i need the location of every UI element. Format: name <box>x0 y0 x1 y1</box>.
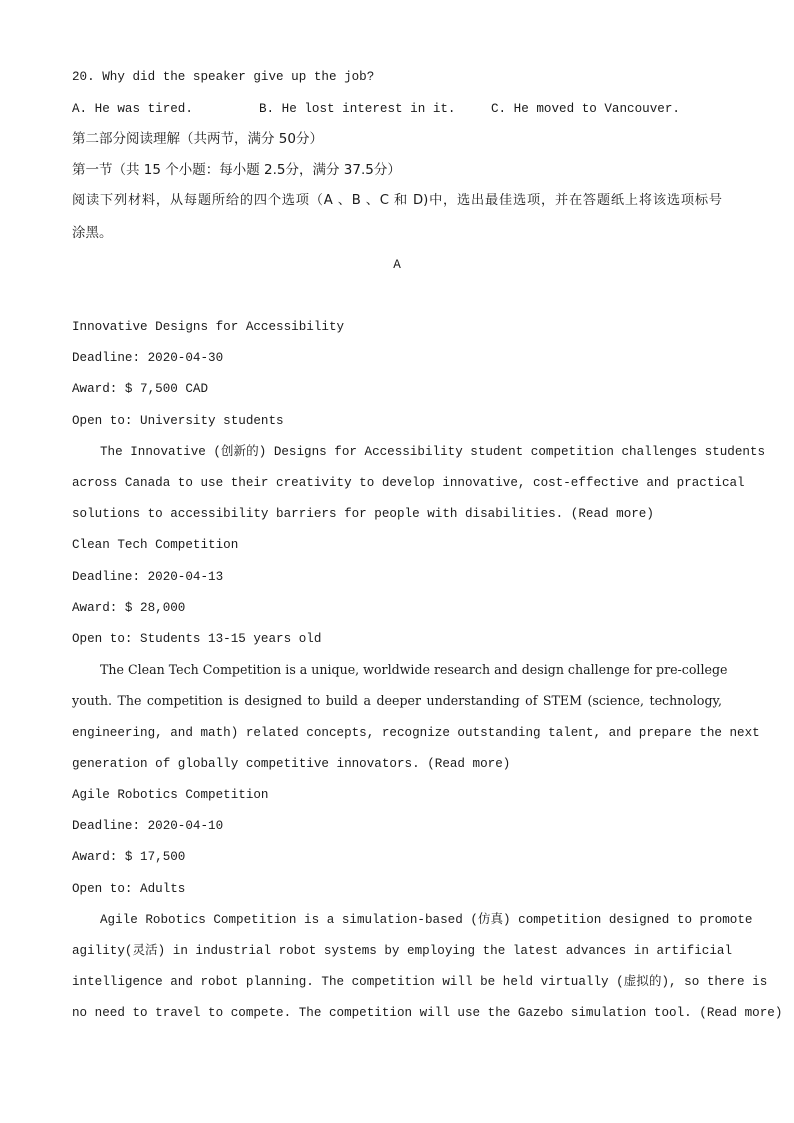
subsection-title: 第一节（共 15 个小题：每小题 2.5分，满分 37.5分） <box>72 162 401 178</box>
competition-description-line: The Innovative (创新的) Designs for Accessibility student competition challenges students <box>100 445 766 459</box>
option-b: B. He lost interest in it. <box>259 102 456 116</box>
passage-label: A <box>393 258 401 272</box>
option-c: C. He moved to Vancouver. <box>491 102 680 116</box>
instruction-line-2: 涂黑。 <box>72 225 113 241</box>
instruction-line-1: 阅读下列材料，从每题所给的四个选项（A 、B 、C 和 D)中，选出最佳选项，并在答题纸上将该选项标号 <box>72 193 722 208</box>
competition-award: Award: $ 28,000 <box>72 601 186 615</box>
competition-description-line: no need to travel to compete. The competition will use the Gazebo simulation tool. (Read more) <box>72 1006 783 1020</box>
option-a: A. He was tired. <box>72 102 193 116</box>
competition-description-line: solutions to accessibility barriers for people with disabilities. (Read more) <box>72 507 654 521</box>
question-text: 20. Why did the speaker give up the job? <box>72 70 375 84</box>
competition-title: Innovative Designs for Accessibility <box>72 320 345 334</box>
competition-title: Clean Tech Competition <box>72 538 239 552</box>
competition-description-line: The Clean Tech Competition is a unique, worldwide research and design challenge for pre-college <box>100 662 728 677</box>
competition-award: Award: $ 7,500 CAD <box>72 382 209 396</box>
competition-title: Agile Robotics Competition <box>72 788 269 802</box>
competition-description-line: engineering, and math) related concepts, recognize outstanding talent, and prepare the next <box>72 726 760 740</box>
competition-description-line: across Canada to use their creativity to develop innovative, cost-effective and practical <box>72 476 745 490</box>
competition-deadline: Deadline: 2020-04-10 <box>72 819 224 833</box>
competition-description-line: generation of globally competitive innovators. (Read more) <box>72 757 511 771</box>
competition-description-line: intelligence and robot planning. The competition will be held virtually (虚拟的), so there is <box>72 975 768 989</box>
part-title: 第二部分阅读理解（共两节，满分 50分） <box>72 131 323 147</box>
competition-open-to: Open to: Students 13-15 years old <box>72 632 322 646</box>
competition-deadline: Deadline: 2020-04-13 <box>72 570 224 584</box>
competition-deadline: Deadline: 2020-04-30 <box>72 351 224 365</box>
competition-description-line: Agile Robotics Competition is a simulation-based (仿真) competition designed to promote <box>100 913 753 927</box>
competition-open-to: Open to: University students <box>72 414 284 428</box>
competition-description-line: youth. The competition is designed to build a deeper understanding of STEM (science, technology, <box>72 693 722 708</box>
competition-description-line: agility(灵活) in industrial robot systems by employing the latest advances in artificial <box>72 944 733 958</box>
competition-open-to: Open to: Adults <box>72 882 186 896</box>
competition-award: Award: $ 17,500 <box>72 850 186 864</box>
